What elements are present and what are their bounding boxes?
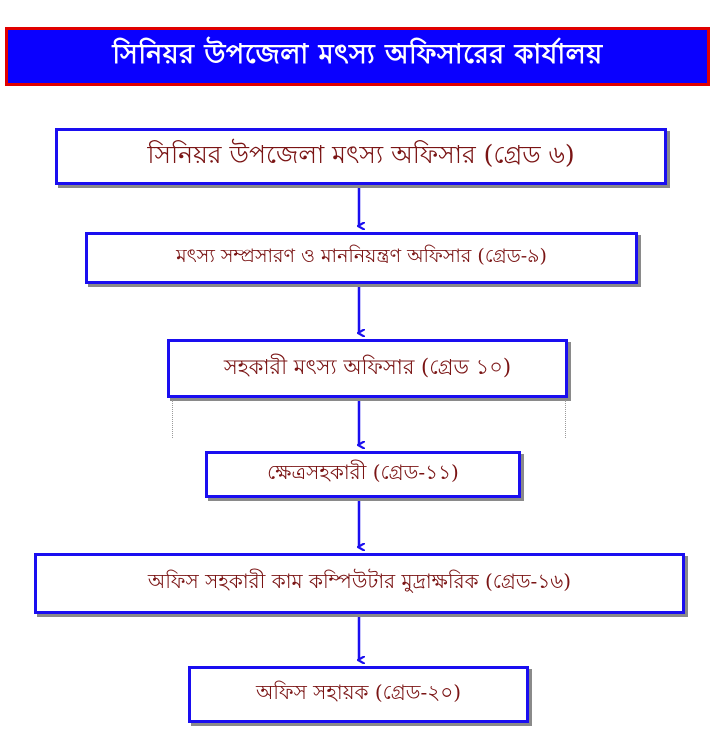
- page-title: সিনিয়র উপজেলা মৎস্য অফিসারের কার্যালয়: [112, 39, 603, 70]
- position-label: অফিস সহায়ক (গ্রেড-২০): [255, 680, 462, 704]
- position-label: ক্ষেত্রসহকারী (গ্রেড-১১): [267, 460, 459, 484]
- position-label: সহকারী মৎস্য অফিসার (গ্রেড ১০): [223, 355, 512, 379]
- position-label: সিনিয়র উপজেলা মৎস্য অফিসার (গ্রেড ৬): [147, 140, 575, 169]
- position-label: মৎস্য সম্প্রসারণ ও মাননিয়ন্ত্রণ অফিসার (গ্রেড-৯): [176, 245, 547, 267]
- position-label: অফিস সহকারী কাম কম্পিউটার মুদ্রাক্ষরিক (গ্রেড-১৬): [147, 569, 572, 593]
